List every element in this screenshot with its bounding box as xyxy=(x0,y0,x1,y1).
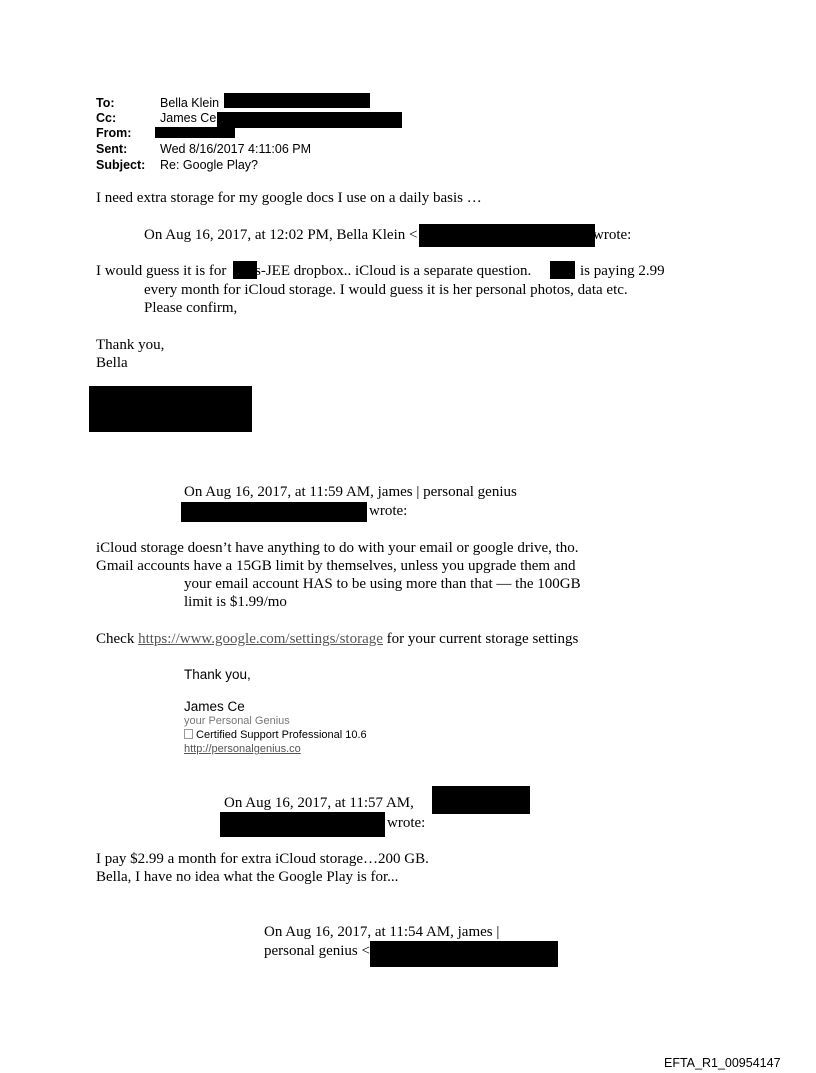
apple-logo-icon xyxy=(184,729,193,739)
message-line: iCloud storage doesn’t have anything to do with your email or google drive, tho. xyxy=(96,540,579,556)
quote-attribution: On Aug 16, 2017, at 11:59 AM, james | personal genius xyxy=(184,484,517,500)
message-line: I need extra storage for my google docs I use on a daily basis … xyxy=(96,190,482,206)
cc-label: Cc: xyxy=(96,111,117,125)
signature-url-link[interactable]: http://personalgenius.co xyxy=(184,743,301,755)
redaction-block xyxy=(220,812,385,837)
to-label: To: xyxy=(96,96,115,110)
message-line: I would guess it is for xyxy=(96,263,227,279)
redaction-block xyxy=(217,112,402,128)
check-prefix: Check xyxy=(96,631,139,647)
quote-attribution: personal genius < xyxy=(264,943,370,959)
message-line: every month for iCloud storage. I would guess it is her personal photos, data etc. xyxy=(144,282,628,298)
redaction-block xyxy=(155,127,235,138)
subject-value: Re: Google Play? xyxy=(160,158,258,172)
redaction-block xyxy=(550,261,575,279)
sent-label: Sent: xyxy=(96,142,128,156)
storage-settings-line xyxy=(96,631,578,648)
redaction-block xyxy=(224,93,370,108)
message-line: Gmail accounts have a 15GB limit by themselves, unless you upgrade them and xyxy=(96,558,576,574)
signature-cert-text: Certified Support Professional 10.6 xyxy=(193,729,367,741)
redaction-block xyxy=(181,502,367,522)
quote-attribution: On Aug 16, 2017, at 11:57 AM, xyxy=(224,795,414,811)
quote-attribution-end: wrote: xyxy=(387,815,426,831)
message-line: limit is $1.99/mo xyxy=(184,594,287,610)
message-line: your email account HAS to be using more than that — the 100GB xyxy=(184,576,581,592)
sent-value: Wed 8/16/2017 4:11:06 PM xyxy=(160,142,312,156)
message-line: s-JEE dropbox.. iCloud is a separate question. xyxy=(255,263,532,279)
redaction-block xyxy=(419,224,595,247)
storage-settings-link[interactable]: https://www.google.com/settings/storage xyxy=(138,631,383,647)
redaction-block xyxy=(370,941,558,967)
closing-name: Bella xyxy=(96,355,128,371)
quote-attribution: On Aug 16, 2017, at 11:54 AM, james | xyxy=(264,924,500,940)
redaction-block xyxy=(89,386,252,432)
signature-name: James Ce xyxy=(184,699,245,714)
cc-value: James Ce xyxy=(160,111,217,125)
signature-title: your Personal Genius xyxy=(184,715,290,727)
from-label: From: xyxy=(96,126,132,140)
message-line: Please confirm, xyxy=(144,300,238,316)
check-suffix: for your current storage settings xyxy=(382,631,579,647)
subject-label: Subject: xyxy=(96,158,146,172)
redaction-block xyxy=(233,261,257,279)
message-line: I pay $2.99 a month for extra iCloud storage…200 GB. xyxy=(96,851,429,867)
quote-attribution-end: wrote: xyxy=(369,503,408,519)
quote-attribution: On Aug 16, 2017, at 12:02 PM, Bella Klein < xyxy=(144,227,418,243)
message-line: is paying 2.99 xyxy=(580,263,665,279)
document-id: EFTA_R1_00954147 xyxy=(664,1056,781,1070)
message-line: Bella, I have no idea what the Google Play is for... xyxy=(96,869,399,885)
signature-thanks: Thank you, xyxy=(184,667,251,682)
quote-attribution-end: wrote: xyxy=(593,227,632,243)
redaction-block xyxy=(432,786,530,814)
to-value: Bella Klein xyxy=(160,96,220,110)
closing-thanks: Thank you, xyxy=(96,337,165,353)
signature-cert xyxy=(184,729,367,741)
